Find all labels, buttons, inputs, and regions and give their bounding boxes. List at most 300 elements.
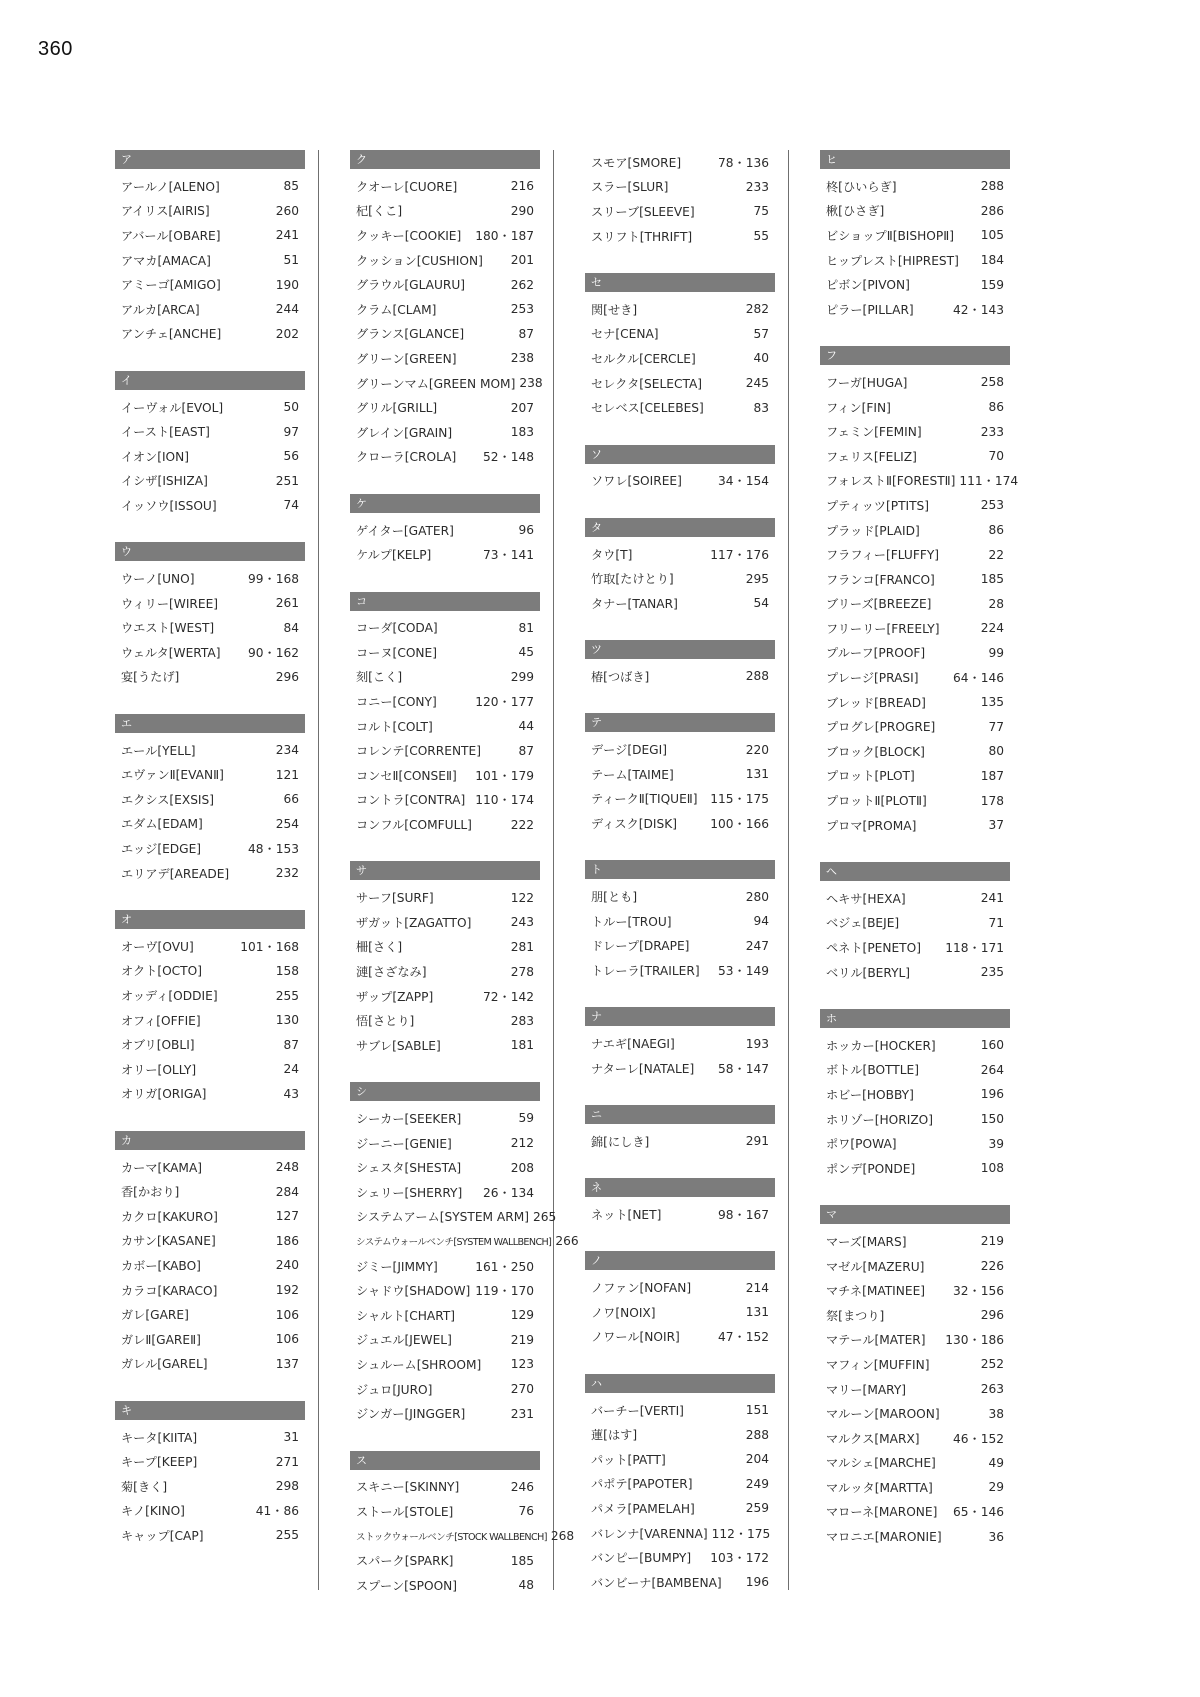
- entry-page: 262: [510, 277, 534, 292]
- entry-name: スモア[SMORE]: [591, 155, 682, 170]
- section-header: ホ: [820, 1009, 1010, 1028]
- entry-name: ポワ[POWA]: [826, 1137, 897, 1152]
- entry-name: クオーレ[CUORE]: [356, 179, 458, 194]
- entry-name: オフィ[OFFIE]: [121, 1013, 201, 1028]
- entry-page: 118・171: [945, 941, 1004, 956]
- index-entry: [350, 763, 540, 788]
- entry-name: ノワ[NOIX]: [591, 1305, 656, 1320]
- entry-name: ゲイター[GATER]: [356, 523, 454, 538]
- index-entry: [115, 1008, 305, 1033]
- entry-page: 201: [510, 253, 534, 268]
- entry-name: パット[PATT]: [591, 1452, 666, 1467]
- entry-page: 58・147: [718, 1061, 769, 1076]
- entry-page: 249: [745, 1476, 769, 1491]
- section-gap: [585, 983, 775, 1008]
- index-entry: [585, 958, 775, 983]
- index-entry: [585, 469, 775, 494]
- index-entry: [115, 469, 305, 494]
- entry-page: 281: [510, 939, 534, 954]
- index-entry: [115, 223, 305, 248]
- entry-page: 159: [980, 277, 1004, 292]
- entry-page: 101・179: [475, 768, 534, 783]
- section-gap: [820, 984, 1010, 1009]
- entry-page: 245: [745, 376, 769, 391]
- index-entry: [820, 444, 1010, 469]
- entry-name: クローラ[CROLA]: [356, 450, 457, 465]
- entry-name: フェミン[FEMIN]: [826, 425, 922, 440]
- column-divider: [318, 150, 319, 1590]
- entry-name: バンビーナ[BAMBENA]: [591, 1575, 722, 1590]
- index-entry: [115, 1278, 305, 1303]
- entry-name: プロットⅡ[PLOTⅡ]: [826, 794, 927, 809]
- index-entry: [820, 1058, 1010, 1083]
- column-divider: [788, 150, 789, 1590]
- entry-page: 222: [510, 817, 534, 832]
- index-entry: [350, 616, 540, 641]
- index-entry: [820, 395, 1010, 420]
- entry-page: 81: [518, 620, 534, 635]
- entry-name: パメラ[PAMELAH]: [591, 1501, 695, 1516]
- entry-name: 椿[つばき]: [591, 669, 650, 684]
- entry-name: オリガ[ORIGA]: [121, 1087, 207, 1102]
- entry-name: オーヴ[OVU]: [121, 939, 194, 954]
- entry-name: ジュロ[JURO]: [356, 1382, 433, 1397]
- index-entry: [820, 1254, 1010, 1279]
- index-entry: [115, 1204, 305, 1229]
- index-entry: [115, 1327, 305, 1352]
- index-entry: [115, 566, 305, 591]
- entry-page: 22: [988, 547, 1004, 562]
- entry-name: シュルーム[SHROOM]: [356, 1357, 482, 1372]
- index-entry: [115, 1523, 305, 1548]
- entry-page: 24: [283, 1062, 299, 1077]
- entry-page: 71: [988, 915, 1004, 930]
- entry-name: 竹取[たけとり]: [591, 572, 674, 587]
- entry-name: ホッカー[HOCKER]: [826, 1038, 936, 1053]
- entry-page: 219: [510, 1332, 534, 1347]
- entry-page: 265: [533, 1209, 557, 1224]
- entry-name: プルーフ[PROOF]: [826, 646, 926, 661]
- entry-name: プロマ[PROMA]: [826, 818, 917, 833]
- index-entry: [820, 935, 1010, 960]
- entry-name: クラム[CLAM]: [356, 302, 437, 317]
- entry-name: シーカー[SEEKER]: [356, 1111, 462, 1126]
- section-gap: [585, 689, 775, 714]
- index-entry: [350, 248, 540, 273]
- index-entry: [585, 664, 775, 689]
- index-entry: [115, 1253, 305, 1278]
- entry-name: ベジェ[BEJE]: [826, 916, 900, 931]
- entry-name: プレージ[PRASI]: [826, 671, 919, 686]
- index-entry: [820, 1107, 1010, 1132]
- index-entry: [820, 1500, 1010, 1525]
- entry-name: 漣[さざなみ]: [356, 965, 427, 980]
- entry-name: アマカ[AMACA]: [121, 253, 211, 268]
- entry-page: 264: [980, 1062, 1004, 1077]
- entry-page: 235: [980, 965, 1004, 980]
- entry-page: 150: [980, 1112, 1004, 1127]
- entry-page: 120・177: [475, 695, 534, 710]
- entry-name: ブロック[BLOCK]: [826, 744, 925, 759]
- index-entry: [585, 395, 775, 420]
- column-divider: [553, 150, 554, 1590]
- entry-name: ガレⅡ[GAREⅡ]: [121, 1332, 201, 1347]
- entry-name: ノワール[NOIR]: [591, 1330, 680, 1345]
- index-entry: [350, 395, 540, 420]
- entry-name: プロット[PLOT]: [826, 769, 915, 784]
- entry-page: 98・167: [718, 1207, 769, 1222]
- index-entry: [350, 640, 540, 665]
- index-entry: [115, 616, 305, 641]
- entry-name: グラウル[GLAURU]: [356, 278, 466, 293]
- entry-page: 184: [980, 253, 1004, 268]
- index-entry: [350, 346, 540, 371]
- index-entry: [350, 1352, 540, 1377]
- section-header: イ: [115, 371, 305, 390]
- index-entry: [350, 1205, 557, 1230]
- entry-page: 259: [745, 1501, 769, 1516]
- entry-name: シャドウ[SHADOW]: [356, 1284, 471, 1299]
- index-entry: [115, 322, 305, 347]
- index-entry: [350, 1303, 540, 1328]
- entry-page: 296: [980, 1308, 1004, 1323]
- entry-page: 241: [275, 228, 299, 243]
- entry-name: マーズ[MARS]: [826, 1234, 907, 1249]
- entry-name: イシザ[ISHIZA]: [121, 474, 208, 489]
- entry-page: 50: [283, 400, 299, 415]
- entry-name: 関[せき]: [591, 302, 638, 317]
- entry-name: シャルト[CHART]: [356, 1308, 456, 1323]
- entry-page: 38: [988, 1406, 1004, 1421]
- entry-name: カラコ[KARACO]: [121, 1283, 218, 1298]
- entry-name: ジュエル[JEWEL]: [356, 1333, 452, 1348]
- index-entry: [350, 542, 540, 567]
- section-gap: [585, 1349, 775, 1374]
- entry-name: シェリー[SHERRY]: [356, 1185, 463, 1200]
- entry-page: 49: [988, 1455, 1004, 1470]
- entry-page: 86: [988, 400, 1004, 415]
- entry-name: ホビー[HOBBY]: [826, 1087, 914, 1102]
- entry-page: 186: [275, 1233, 299, 1248]
- index-entry: [115, 959, 305, 984]
- index-entry: [350, 1524, 575, 1549]
- entry-name: オリー[OLLY]: [121, 1062, 197, 1077]
- index-entry: [115, 1499, 305, 1524]
- entry-name: フィン[FIN]: [826, 400, 891, 415]
- index-entry: [350, 174, 540, 199]
- index-entry: [350, 1278, 540, 1303]
- entry-page: 266: [555, 1234, 579, 1249]
- entry-name: ボトル[BOTTLE]: [826, 1063, 919, 1078]
- index-entry: [350, 959, 540, 984]
- section-header: ハ: [585, 1374, 775, 1393]
- entry-page: 103・172: [710, 1551, 769, 1566]
- entry-page: 106: [275, 1332, 299, 1347]
- entry-name: コントラ[CONTRA]: [356, 793, 466, 808]
- index-entry: [585, 811, 775, 836]
- index-entry: [115, 812, 305, 837]
- entry-name: 柵[さく]: [356, 940, 403, 955]
- entry-name: コレンテ[CORRENTE]: [356, 744, 481, 759]
- entry-page: 46・152: [953, 1431, 1004, 1446]
- entry-page: 84: [283, 620, 299, 635]
- index-entry: [350, 322, 540, 347]
- entry-name: テーム[TAIME]: [591, 767, 674, 782]
- entry-page: 193: [745, 1036, 769, 1051]
- entry-page: 66: [283, 792, 299, 807]
- entry-name: ネット[NET]: [591, 1207, 662, 1222]
- entry-page: 196: [745, 1575, 769, 1590]
- section-gap: [115, 885, 305, 910]
- section-gap: [585, 616, 775, 641]
- index-entry: [350, 1499, 540, 1524]
- index-entry: [115, 861, 305, 886]
- index-entry: [820, 1426, 1010, 1451]
- index-entry: [820, 1082, 1010, 1107]
- index-entry: [585, 591, 775, 616]
- section-gap: [350, 469, 540, 494]
- entry-name: ヒップレスト[HIPREST]: [826, 253, 959, 268]
- entry-page: 29: [988, 1480, 1004, 1495]
- entry-name: マフィン[MUFFIN]: [826, 1357, 930, 1372]
- entry-name: マルシェ[MARCHE]: [826, 1456, 936, 1471]
- entry-name: プティッツ[PTITS]: [826, 498, 930, 513]
- section-header: ケ: [350, 494, 540, 513]
- entry-name: ストール[STOLE]: [356, 1504, 454, 1519]
- entry-page: 94: [753, 914, 769, 929]
- entry-page: 288: [980, 179, 1004, 194]
- index-entry: [115, 1032, 305, 1057]
- entry-page: 232: [275, 866, 299, 881]
- entry-page: 290: [510, 203, 534, 218]
- entry-page: 127: [275, 1209, 299, 1224]
- entry-page: 295: [745, 571, 769, 586]
- index-entry: [585, 1129, 775, 1154]
- entry-page: 247: [745, 938, 769, 953]
- entry-page: 36: [988, 1529, 1004, 1544]
- index-entry: [350, 1377, 540, 1402]
- index-entry: [350, 1229, 579, 1254]
- index-entry: [820, 174, 1010, 199]
- entry-name: ストックウォールベンチ[STOCK WALLBENCH]: [356, 1531, 547, 1543]
- entry-name: カサン[KASANE]: [121, 1234, 216, 1249]
- entry-name: ザガット[ZAGATTO]: [356, 915, 472, 930]
- section-header: ア: [115, 150, 305, 169]
- section-header: テ: [585, 713, 775, 732]
- entry-name: トルー[TROU]: [591, 914, 672, 929]
- entry-page: 44: [518, 719, 534, 734]
- entry-page: 224: [980, 621, 1004, 636]
- section-header: タ: [585, 518, 775, 537]
- entry-page: 284: [275, 1184, 299, 1199]
- entry-name: コーダ[CODA]: [356, 621, 438, 636]
- section-header: ソ: [585, 445, 775, 464]
- index-entry: [820, 1377, 1010, 1402]
- entry-page: 137: [275, 1356, 299, 1371]
- index-entry: [350, 910, 540, 935]
- index-entry: [585, 1447, 775, 1472]
- entry-page: 99・168: [248, 572, 299, 587]
- entry-name: アイリス[AIRIS]: [121, 204, 210, 219]
- index-entry: [820, 1278, 1010, 1303]
- entry-page: 158: [275, 963, 299, 978]
- entry-page: 101・168: [240, 939, 299, 954]
- entry-page: 78・136: [718, 155, 769, 170]
- index-entry: [350, 738, 540, 763]
- entry-page: 231: [510, 1406, 534, 1421]
- entry-name: スリーブ[SLEEVE]: [591, 204, 695, 219]
- entry-name: プログレ[PROGRE]: [826, 720, 936, 735]
- entry-name: システムアーム[SYSTEM ARM]: [356, 1210, 530, 1225]
- entry-name: セルクル[CERCLE]: [591, 351, 696, 366]
- entry-name: ジンガー[JINGGER]: [356, 1407, 466, 1422]
- entry-name: フェリス[FELIZ]: [826, 449, 917, 464]
- entry-name: ウエスト[WEST]: [121, 621, 215, 636]
- entry-name: デージ[DEGI]: [591, 743, 667, 758]
- entry-name: ジミー[JIMMY]: [356, 1259, 438, 1274]
- entry-name: 宴[うたげ]: [121, 670, 180, 685]
- index-entry: [820, 297, 1010, 322]
- entry-name: アンチェ[ANCHE]: [121, 327, 222, 342]
- index-entry: [115, 272, 305, 297]
- index-entry: [820, 788, 1010, 813]
- entry-page: 214: [745, 1280, 769, 1295]
- entry-page: 181: [510, 1038, 534, 1053]
- entry-page: 90・162: [248, 645, 299, 660]
- entry-name: コーヌ[CONE]: [356, 645, 437, 660]
- section-gap: [350, 837, 540, 862]
- entry-page: 220: [745, 742, 769, 757]
- entry-name: フォレストⅡ[FORESTⅡ]: [826, 474, 956, 489]
- index-entry: [115, 1082, 305, 1107]
- index-entry: [350, 1254, 540, 1279]
- section-header: セ: [585, 273, 775, 292]
- index-entry: [350, 812, 540, 837]
- entry-page: 296: [275, 669, 299, 684]
- entry-name: ブリーズ[BREEZE]: [826, 597, 932, 612]
- section-header: ヒ: [820, 150, 1010, 169]
- entry-name: グランス[GLANCE]: [356, 327, 465, 342]
- entry-page: 51: [283, 253, 299, 268]
- entry-page: 255: [275, 988, 299, 1003]
- section-header: キ: [115, 1401, 305, 1420]
- section-gap: [350, 567, 540, 592]
- entry-name: ナエギ[NAEGI]: [591, 1037, 675, 1052]
- index-entry: [350, 518, 540, 543]
- entry-name: グリル[GRILL]: [356, 401, 438, 416]
- entry-page: 254: [275, 816, 299, 831]
- entry-name: ガレル[GAREL]: [121, 1357, 208, 1372]
- entry-name: オブリ[OBLI]: [121, 1038, 195, 1053]
- entry-page: 111・174: [959, 474, 1019, 489]
- page-number: 360: [38, 38, 73, 60]
- entry-page: 119・170: [475, 1284, 534, 1299]
- index-entry: [585, 1202, 775, 1227]
- index-entry: [820, 567, 1010, 592]
- entry-page: 73・141: [483, 548, 534, 563]
- index-entry: [820, 199, 1010, 224]
- index-entry: [820, 1451, 1010, 1476]
- entry-page: 212: [510, 1136, 534, 1151]
- index-column-1: [115, 150, 305, 1548]
- index-entry: [115, 1352, 305, 1377]
- entry-name: アバール[OBARE]: [121, 228, 221, 243]
- section-header: コ: [350, 592, 540, 611]
- section-gap: [350, 1426, 540, 1451]
- index-entry: [115, 762, 305, 787]
- section-gap: [115, 689, 305, 714]
- entry-page: 59: [518, 1111, 534, 1126]
- entry-page: 219: [980, 1234, 1004, 1249]
- entry-page: 286: [980, 203, 1004, 218]
- entry-page: 130・186: [945, 1333, 1004, 1348]
- index-entry: [115, 1155, 305, 1180]
- entry-page: 52・148: [483, 450, 534, 465]
- entry-page: 208: [510, 1160, 534, 1175]
- entry-name: ウィリー[WIREE]: [121, 596, 219, 611]
- index-entry: [820, 813, 1010, 838]
- section-gap: [820, 322, 1010, 347]
- entry-page: 241: [980, 891, 1004, 906]
- entry-name: サブレ[SABLE]: [356, 1038, 441, 1053]
- index-entry: [350, 1008, 540, 1033]
- entry-page: 117・176: [710, 547, 769, 562]
- entry-name: キノ[KINO]: [121, 1504, 185, 1519]
- index-entry: [115, 199, 305, 224]
- entry-page: 161・250: [475, 1259, 534, 1274]
- entry-name: エッジ[EDGE]: [121, 842, 202, 857]
- entry-page: 282: [745, 302, 769, 317]
- entry-name: アミーゴ[AMIGO]: [121, 278, 221, 293]
- entry-name: クッキー[COOKIE]: [356, 228, 462, 243]
- section-header: ノ: [585, 1251, 775, 1270]
- entry-page: 96: [518, 523, 534, 538]
- entry-page: 48・153: [248, 842, 299, 857]
- entry-page: 86: [988, 523, 1004, 538]
- entry-name: アルカ[ARCA]: [121, 302, 200, 317]
- index-entry: [350, 935, 540, 960]
- entry-name: グリーンマム[GREEN MOM]: [356, 376, 516, 391]
- entry-name: 蓮[はす]: [591, 1428, 638, 1443]
- index-entry: [820, 592, 1010, 617]
- entry-name: イッソウ[ISSOU]: [121, 498, 217, 513]
- entry-name: ホリゾー[HORIZO]: [826, 1112, 934, 1127]
- entry-name: タウ[T]: [591, 547, 633, 562]
- section-gap: [585, 1227, 775, 1252]
- index-entry: [820, 1328, 1010, 1353]
- entry-page: 251: [275, 473, 299, 488]
- section-gap: [115, 1106, 305, 1131]
- section-gap: [585, 420, 775, 445]
- index-entry: [585, 786, 775, 811]
- entry-page: 123: [510, 1357, 534, 1372]
- entry-name: フランコ[FRANCO]: [826, 572, 935, 587]
- index-entry: [585, 933, 775, 958]
- section-header: ツ: [585, 640, 775, 659]
- section-gap: [820, 837, 1010, 862]
- index-entry: [350, 1475, 540, 1500]
- index-entry: [350, 1548, 540, 1573]
- entry-name: バレンナ[VARENNA]: [591, 1526, 708, 1541]
- entry-name: 菊[きく]: [121, 1479, 168, 1494]
- index-entry: [585, 322, 775, 347]
- index-entry: [820, 886, 1010, 911]
- section-header: ク: [350, 150, 540, 169]
- index-entry: [585, 1422, 775, 1447]
- entry-name: スプーン[SPOON]: [356, 1578, 458, 1593]
- entry-name: ナターレ[NATALE]: [591, 1061, 695, 1076]
- entry-page: 196: [980, 1087, 1004, 1102]
